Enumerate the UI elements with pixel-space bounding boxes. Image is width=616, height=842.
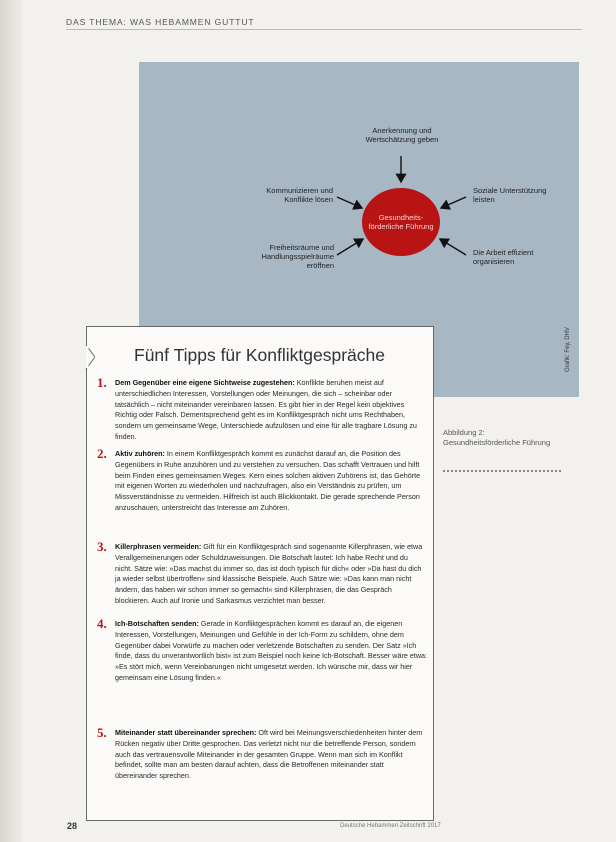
figure-center-label: Gesundheits-förderliche Führung bbox=[368, 213, 434, 231]
tip-heading: Ich-Botschaften senden: bbox=[115, 619, 199, 628]
tip-number: 5. bbox=[97, 725, 107, 740]
arrow-upper-left bbox=[337, 197, 362, 208]
arrow-upper-right bbox=[441, 197, 466, 208]
tip-heading: Aktiv zuhören: bbox=[115, 449, 165, 458]
figure-label-lower-right: Die Arbeit effizient organisieren bbox=[473, 248, 534, 266]
tip-heading: Killerphrasen vermeiden: bbox=[115, 542, 202, 551]
tip-item bbox=[97, 446, 427, 514]
tip-number: 1. bbox=[97, 375, 107, 390]
figure-label-top: Anerkennung und Wertschätzung geben bbox=[365, 126, 439, 144]
arrow-lower-left bbox=[337, 239, 363, 255]
tip-number: 4. bbox=[97, 616, 107, 631]
figure-credit: Grafik: Fey, DHV bbox=[565, 327, 571, 372]
tip-heading: Dem Gegenüber eine eigene Sichtweise zugestehen: bbox=[115, 378, 295, 387]
tip-number: 2. bbox=[97, 446, 107, 461]
tip-item bbox=[97, 539, 427, 607]
figure-center-circle bbox=[362, 188, 440, 256]
figure-label-lower-left: Freiheitsräume und Handlungsspielräume eröffnen bbox=[261, 243, 334, 270]
caption-dotted-rule bbox=[443, 470, 561, 472]
tip-body: Konflikte beruhen meist auf unterschiedlichen Interessen, Vorstellungen oder Meinungen, die sich – scheinbar oder tatsächlich – nicht miteinander vereinbaren lassen. Es gibt hier in der Regel kein objektives Richtig oder Falsch. Dementsprechend geht es im Konfliktgespräch nicht ums Rechthaben, sondern um gemeinsame Wege, Unterschiede aufzulösen und eine für alle tragbare Lösung zu finden. bbox=[115, 378, 417, 441]
figure-caption: Abbildung 2: Gesundheitsförderliche Führung bbox=[443, 428, 551, 447]
page-number: 28 bbox=[67, 821, 78, 831]
tip-body: Gift für ein Konfliktgespräch sind sogenannte Killerphrasen, wie etwa Verallgemeinerungen oder Schuldzuweisungen. Die Botschaft lautet: Ich habe Recht und du nicht. Sätze wie: »Das machst du immer so, das ist doch typisch für dich« oder »Da hast du dich ja wieder selbst übertroffen« sind klassische Beispiele. Auch Sätze wie: »Das kann man nicht ändern, das haben wir schon immer so gemacht« sind Killerphrasen, die das Gespräch blockieren. Auch auf Ironie und Sarkasmus verzichtet man besser. bbox=[115, 542, 423, 605]
footer-text: Deutsche Hebammen Zeitschrift 2017 bbox=[340, 823, 441, 829]
tip-item bbox=[97, 725, 427, 782]
tip-item bbox=[97, 616, 428, 684]
figure-label-upper-left: Kommunizieren und Konflikte lösen bbox=[266, 186, 333, 204]
tip-number: 3. bbox=[97, 539, 107, 554]
tips-notch-icon bbox=[79, 345, 95, 369]
tip-heading: Miteinander statt übereinander sprechen: bbox=[115, 728, 257, 737]
tip-body: In einem Konfliktgespräch kommt es zunächst darauf an, die Position des Gegenübers in Ruhe anzuhören und zu verstehen zu versuchen. Das schafft Vertrauen und hilft beim Finden eines gemeinsamen Weges. Kern eines solchen aktiven Zuhörens ist, das Gehörte mit eigenen Worten zu wiederholen und nachzufragen, also ein Verständnis zu prüfen, um Missverständnisse zu vermeiden. Hilfreich ist auch Blickkontakt. Die gerade sprechende Person anzuschauen, unterstreicht das Interesse am Zuhören. bbox=[115, 449, 421, 512]
section-header: DAS THEMA: WAS HEBAMMEN GUTTUT bbox=[66, 17, 255, 27]
tip-body: Oft wird bei Meinungsverschiedenheiten hinter dem Rücken negativ über Dritte gesprochen. Das verletzt nicht nur die betreffende Person, sondern auch das vertrauensvolle Miteinander in der gesamten Gruppe. Wenn man sich im Konflikt befindet, sollte man am besten darauf achten, dass die Betroffenen miteinander statt übereinander sprechen. bbox=[115, 728, 423, 781]
tip-body: Gerade in Konfliktgesprächen kommt es darauf an, die eigenen Interessen, Vorstellungen, Meinungen und Gefühle in der Ich-Form zu schildern, ohne dem Gegenüber dabei Vorwürfe zu machen oder verletzende Botschaften zu senden. Der Satz »Ich finde, dass du unverantwortlich bist« ist zum Beispiel noch keine Ich-Botschaft. Besser wäre etwa: »Es stört mich, wenn Vereinbarungen nicht umgesetzt werden. Ich wünsche mir, dass wir hier gemeinsam eine Lösung finden.« bbox=[115, 619, 428, 682]
tips-title: Fünf Tipps für Konfliktgespräche bbox=[134, 345, 385, 365]
arrow-lower-right bbox=[440, 239, 466, 255]
figure-label-upper-right: Soziale Unterstützung leisten bbox=[473, 186, 547, 204]
tip-item bbox=[97, 375, 427, 443]
